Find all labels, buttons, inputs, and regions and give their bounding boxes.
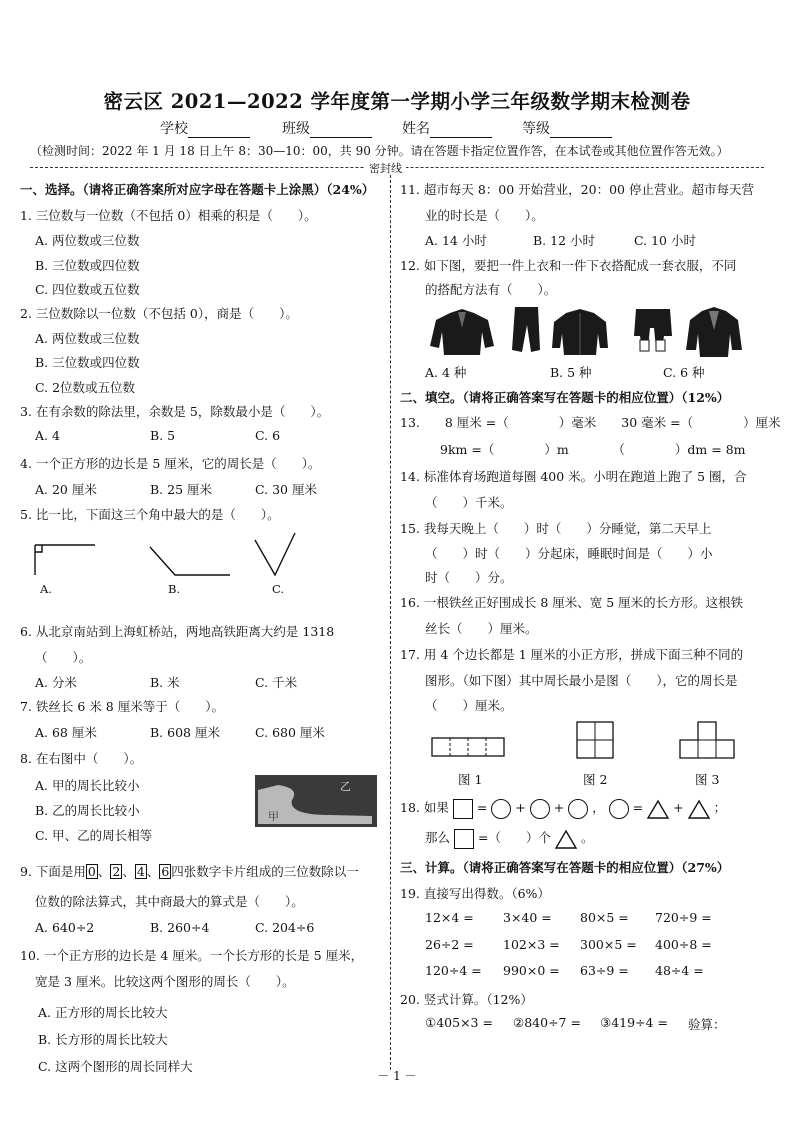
page-number: － 1 － <box>377 1069 417 1083</box>
question-10-cont: 宽是 3 厘米。比较这两个图形的周长（ ）。 <box>35 974 295 989</box>
q4-option-a: A. 20 厘米 <box>35 482 97 497</box>
question-18: 18. 如果 = + + ， = + ； <box>400 798 726 819</box>
question-9-cont: 位数的除法算式，其中商最大的算式是（ ）。 <box>35 894 304 909</box>
jacket-1-icon <box>430 309 494 355</box>
calc-r0-c3: 720÷9 = <box>655 910 712 925</box>
q5-label-b: B. <box>168 582 181 596</box>
circle-icon <box>491 799 511 819</box>
question-10: 10. 一个正方形的边长是 4 厘米。一个长方形的长是 5 厘米， <box>20 948 364 963</box>
section-fill-heading: 二、填空。（请将正确答案写在答题卡的相应位置）（12%） <box>400 390 730 405</box>
q9-option-a: A. 640÷2 <box>35 920 95 935</box>
question-11: 11. 超市每天 8：00 开始营业，20：00 停止营业。超市每天营 <box>400 182 754 197</box>
q3-option-b: B. 5 <box>150 428 176 443</box>
question-18-cont: 那么 =（ ）个 。 <box>425 828 593 849</box>
triangle-icon <box>555 829 577 849</box>
q1-option-c: C. 四位数或五位数 <box>35 282 140 297</box>
name-field: 姓名 <box>402 118 492 138</box>
question-11-cont: 业的时长是（ ）。 <box>425 208 544 223</box>
seal-line-label: 密封线 <box>365 160 406 176</box>
question-12-cont: 的搭配方法有（ ）。 <box>425 282 557 297</box>
calc-r0-c0: 12×4 = <box>425 910 474 925</box>
pants-2-icon <box>634 309 672 351</box>
exam-note: （检测时间：2022 年 1 月 18 日上午 8：30—10：00，共 90 分钟。请在答题卡指定位置作答，在本试卷或其他位置作答无效。） <box>30 144 729 158</box>
q6-option-c: C. 千米 <box>255 675 298 690</box>
fig2-label: 图 2 <box>583 772 608 787</box>
q8-label-yi: 乙 <box>340 780 351 793</box>
question-17-cont2: （ ）厘米。 <box>425 698 513 713</box>
q11-option-b: B. 12 小时 <box>533 233 596 248</box>
card-6: 6 <box>161 864 170 879</box>
jacket-2-icon <box>552 309 608 355</box>
triangle-icon <box>647 799 669 819</box>
calc-r2-c0: 120÷4 = <box>425 963 482 978</box>
question-1: 1. 三位数与一位数（不包括 0）相乘的积是（ ）。 <box>20 208 317 223</box>
question-6-cont: （ ）。 <box>35 650 92 665</box>
q2-option-c: C. 2位数或五位数 <box>35 380 136 395</box>
question-2: 2. 三位数除以一位数（不包括 0），商是（ ）。 <box>20 306 298 321</box>
circle-icon <box>568 799 588 819</box>
q4-option-c: C. 30 厘米 <box>255 482 317 497</box>
fig3-label: 图 3 <box>695 772 720 787</box>
q10-option-c: C. 这两个图形的周长同样大 <box>38 1059 193 1074</box>
calc-r1-c2: 300×5 = <box>580 937 637 952</box>
question-8: 8. 在右图中（ ）。 <box>20 751 143 766</box>
q2-option-a: A. 两位数或三位数 <box>35 331 140 346</box>
question-15: 15. 我每天晚上（ ）时（ ）分睡觉，第二天早上 <box>400 521 712 536</box>
question-12: 12. 如下图，要把一件上衣和一件下衣搭配成一套衣服，不同 <box>400 258 737 273</box>
q20-item-2: ②840÷7 = <box>513 1015 581 1030</box>
q8-option-b: B. 乙的周长比较小 <box>35 803 140 818</box>
q10-option-a: A. 正方形的周长比较大 <box>38 1005 168 1020</box>
q4-option-b: B. 25 厘米 <box>150 482 213 497</box>
q1-option-b: B. 三位数或四位数 <box>35 258 140 273</box>
grade-field: 等级 <box>522 118 612 138</box>
triangle-icon <box>688 799 710 819</box>
school-field: 学校 <box>160 118 250 138</box>
q12-option-a: A. 4 种 <box>425 365 467 380</box>
q6-option-b: B. 米 <box>150 675 180 690</box>
question-19: 19. 直接写出得数。（6%） <box>400 886 550 901</box>
card-2: 2 <box>112 864 121 879</box>
q3-option-a: A. 4 <box>35 428 60 443</box>
coat-3-icon <box>686 307 742 357</box>
calc-r1-c3: 400÷8 = <box>655 937 712 952</box>
square-icon <box>453 799 473 819</box>
question-15-cont2: 时（ ）分。 <box>425 570 513 585</box>
question-20: 20. 竖式计算。（12%） <box>400 992 533 1007</box>
q1-option-a: A. 两位数或三位数 <box>35 233 140 248</box>
q5-label-c: C. <box>272 582 285 596</box>
question-5: 5. 比一比，下面这三个角中最大的是（ ）。 <box>20 507 280 522</box>
question-6: 6. 从北京南站到上海虹桥站，两地高铁距离大约是 1318 <box>20 624 335 639</box>
q8-option-c: C. 甲、乙的周长相等 <box>35 828 153 843</box>
q20-check-label: 验算： <box>688 1017 726 1032</box>
calc-r0-c1: 3×40 = <box>503 910 552 925</box>
section-calc-heading: 三、计算。（请将正确答案写在答题卡的相应位置）（27%） <box>400 860 730 875</box>
q8-option-a: A. 甲的周长比较小 <box>35 778 140 793</box>
question-4: 4. 一个正方形的边长是 5 厘米，它的周长是（ ）。 <box>20 456 321 471</box>
question-14: 14. 标准体育场跑道每圈 400 米。小明在跑道上跑了 5 圈，合 <box>400 469 747 484</box>
q20-item-3: ③419÷4 = <box>600 1015 668 1030</box>
q11-option-c: C. 10 小时 <box>634 233 696 248</box>
calc-r1-c1: 102×3 = <box>503 937 560 952</box>
circle-icon <box>609 799 629 819</box>
question-14-cont: （ ）千米。 <box>425 495 513 510</box>
calc-r2-c2: 63÷9 = <box>580 963 629 978</box>
q7-option-a: A. 68 厘米 <box>35 725 97 740</box>
card-0: 0 <box>87 864 96 879</box>
q7-option-c: C. 680 厘米 <box>255 725 325 740</box>
q20-item-1: ①405×3 = <box>425 1015 493 1030</box>
exam-title: 密云区 2021—2022 学年度第一学期小学三年级数学期末检测卷 <box>103 90 691 113</box>
q12-option-c: C. 6 种 <box>663 365 705 380</box>
calc-r0-c2: 80×5 = <box>580 910 629 925</box>
fig1-label: 图 1 <box>458 772 483 787</box>
question-16: 16. 一根铁丝正好围成长 8 厘米、宽 5 厘米的长方形。这根铁 <box>400 595 744 610</box>
card-4: 4 <box>136 864 145 879</box>
question-17-cont: 图形。（如下图）其中周长最小是图（ ），它的周长是 <box>425 673 738 688</box>
q8-label-jia: 甲 <box>268 810 279 823</box>
circle-icon <box>530 799 550 819</box>
calc-r2-c3: 48÷4 = <box>655 963 704 978</box>
q9-option-c: C. 204÷6 <box>255 920 315 935</box>
q3-option-c: C. 6 <box>255 428 281 443</box>
q9-option-b: B. 260÷4 <box>150 920 210 935</box>
q6-option-a: A. 分米 <box>35 675 77 690</box>
q12-option-b: B. 5 种 <box>550 365 592 380</box>
question-13-line2: 9km =（ ）m （ ）dm = 8m <box>440 442 746 457</box>
calc-r1-c0: 26÷2 = <box>425 937 474 952</box>
question-17: 17. 用 4 个边长都是 1 厘米的小正方形，拼成下面三种不同的 <box>400 647 744 662</box>
square-icon <box>454 829 474 849</box>
q5-label-a: A. <box>40 582 52 596</box>
q2-option-b: B. 三位数或四位数 <box>35 355 140 370</box>
section-choice-heading: 一、选择。（请将正确答案所对应字母在答题卡上涂黑）（24%） <box>20 182 375 197</box>
question-9: 9. 下面是用 0 、 2 、 4 、 6 四张数字卡片组成的三位数除以一 <box>20 864 359 879</box>
calc-r2-c1: 990×0 = <box>503 963 560 978</box>
pants-1-icon <box>512 307 540 352</box>
question-7: 7. 铁丝长 6 米 8 厘米等于（ ）。 <box>20 699 224 714</box>
question-3: 3. 在有余数的除法里，余数是 5，除数最小是（ ）。 <box>20 404 330 419</box>
question-15-cont: （ ）时（ ）分起床，睡眠时间是（ ）小 <box>425 546 713 561</box>
class-field: 班级 <box>282 118 372 138</box>
q10-option-b: B. 长方形的周长比较大 <box>38 1032 168 1047</box>
q7-option-b: B. 608 厘米 <box>150 725 220 740</box>
question-13-line1: 13. 8 厘米 =（ ）毫米 30 毫米 =（ ）厘米 <box>400 415 781 430</box>
q11-option-a: A. 14 小时 <box>425 233 487 248</box>
question-16-cont: 丝长（ ）厘米。 <box>425 621 538 636</box>
